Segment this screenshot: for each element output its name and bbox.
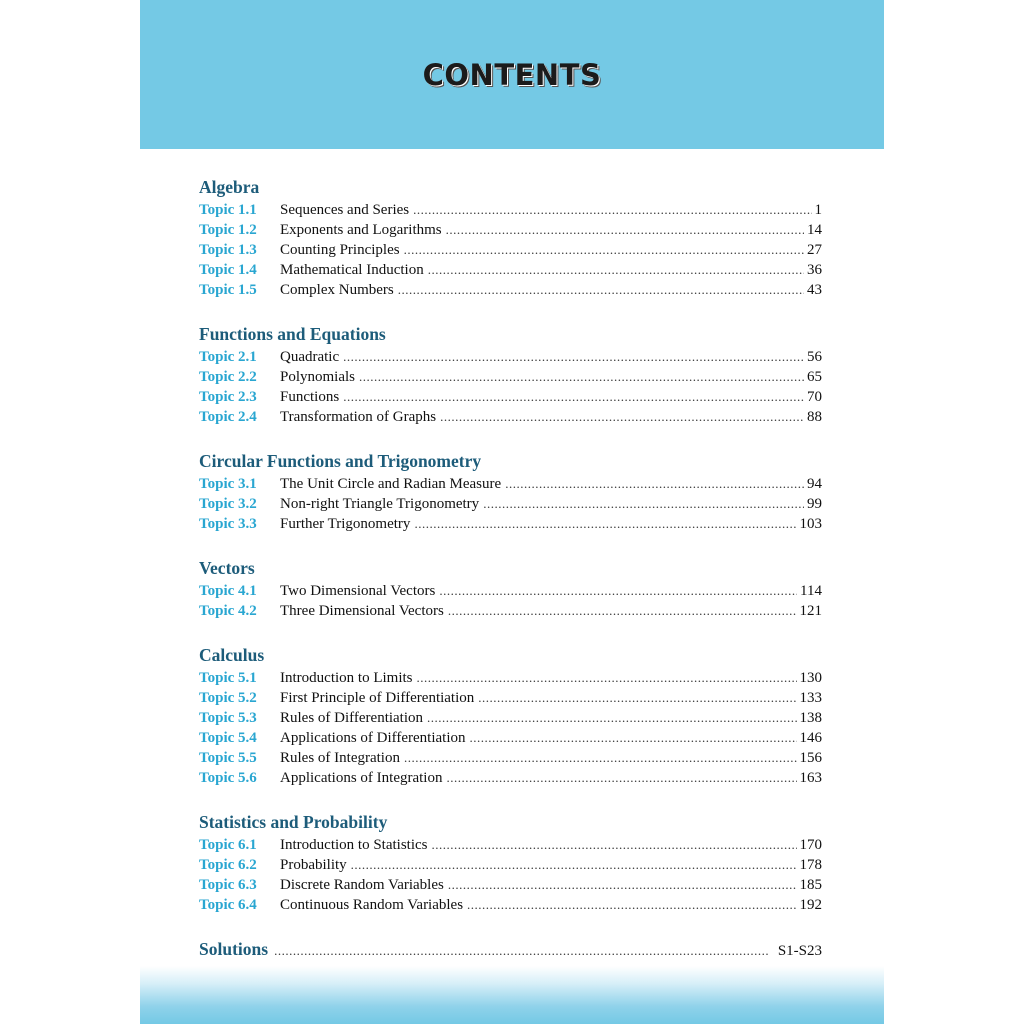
topic-number: Topic 5.6: [199, 770, 257, 786]
topic-title: Counting Principles: [280, 242, 400, 258]
page: [140, 0, 884, 1024]
toc-entry: [199, 668, 822, 688]
topic-number: Topic 6.1: [199, 837, 257, 853]
toc-entry: [199, 514, 822, 534]
topic-number: Topic 5.5: [199, 750, 257, 766]
toc-entry: [199, 200, 822, 220]
topic-title: Continuous Random Variables: [280, 897, 464, 913]
topic-title: Functions: [280, 389, 340, 405]
topic-number: Topic 6.4: [199, 897, 257, 913]
page-number: 133: [799, 690, 822, 706]
dot-leader: [440, 407, 804, 427]
page-number: 185: [799, 877, 822, 893]
dot-leader: [505, 474, 804, 494]
page-number: 114: [800, 583, 822, 599]
dot-leader: [448, 601, 797, 621]
topic-title: Two Dimensional Vectors: [280, 583, 436, 599]
topic-title: First Principle of Differentiation: [280, 690, 475, 706]
page-number: 88: [807, 409, 822, 425]
toc-entry: [199, 240, 822, 260]
topic-number: Topic 5.3: [199, 710, 257, 726]
page-number: 43: [807, 282, 822, 298]
topic-number: Topic 4.1: [199, 583, 257, 599]
section-title: Statistics and Probability: [199, 812, 388, 832]
section-title: Vectors: [199, 558, 255, 578]
topic-number: Topic 1.2: [199, 222, 257, 238]
topic-number: Topic 4.2: [199, 603, 257, 619]
page-number: 14: [807, 222, 822, 238]
dot-leader: [428, 260, 804, 280]
toc-entry: [199, 835, 822, 855]
toc-entry: [199, 220, 822, 240]
topic-number: Topic 6.2: [199, 857, 257, 873]
topic-title: Further Trigonometry: [280, 516, 411, 532]
topic-title: The Unit Circle and Radian Measure: [280, 476, 502, 492]
toc-section: [199, 556, 822, 621]
toc-entry: [199, 407, 822, 427]
topic-title: Complex Numbers: [280, 282, 394, 298]
dot-leader: [439, 581, 797, 601]
dot-leader: [427, 708, 796, 728]
dot-leader: [413, 200, 811, 220]
topic-title: Sequences and Series: [280, 202, 410, 218]
footer-band: [140, 966, 884, 1024]
dot-leader: [478, 688, 796, 708]
toc-entry: [199, 347, 822, 367]
topic-title: Applications of Differentiation: [280, 730, 466, 746]
page-number: 65: [807, 369, 822, 385]
dot-leader: [404, 748, 797, 768]
toc-section: [199, 810, 822, 915]
toc-entry: [199, 768, 822, 788]
section-title: Algebra: [199, 177, 260, 197]
topic-title: Introduction to Limits: [280, 670, 413, 686]
topic-number: Topic 5.2: [199, 690, 257, 706]
page-number: 56: [807, 349, 822, 365]
topic-number: Topic 2.2: [199, 369, 257, 385]
topic-number: Topic 1.3: [199, 242, 257, 258]
dot-leader: [343, 387, 804, 407]
toc-entry: [199, 748, 822, 768]
topic-title: Probability: [280, 857, 347, 873]
toc-entry: [199, 895, 822, 915]
topic-title: Rules of Differentiation: [280, 710, 424, 726]
dot-leader: [432, 835, 797, 855]
topic-title: Introduction to Statistics: [280, 837, 428, 853]
page-number: 138: [799, 710, 822, 726]
topic-title: Non-right Triangle Trigonometry: [280, 496, 480, 512]
page-title: CONTENTS: [422, 58, 602, 92]
page-number: 1: [814, 202, 822, 218]
dot-leader: [446, 768, 796, 788]
page-number: 121: [799, 603, 822, 619]
topic-number: Topic 1.4: [199, 262, 257, 278]
topic-number: Topic 6.3: [199, 877, 257, 893]
page-number: 178: [799, 857, 822, 873]
dot-leader: [404, 240, 804, 260]
page-number: 170: [799, 837, 822, 853]
toc-entry: [199, 387, 822, 407]
page-number: 163: [799, 770, 822, 786]
dot-leader: [359, 367, 804, 387]
dot-leader: [448, 875, 797, 895]
toc-entry: [199, 260, 822, 280]
topic-number: Topic 5.4: [199, 730, 257, 746]
dot-leader: [414, 514, 796, 534]
topic-title: Transformation of Graphs: [280, 409, 437, 425]
solutions-title: Solutions: [199, 939, 269, 959]
toc-entry: [199, 855, 822, 875]
dot-leader: [417, 668, 797, 688]
toc-section: [199, 449, 822, 534]
toc-entry: [199, 581, 822, 601]
toc-entry: [199, 688, 822, 708]
topic-number: Topic 2.4: [199, 409, 257, 425]
dot-leader: [483, 494, 804, 514]
topic-title: Three Dimensional Vectors: [280, 603, 444, 619]
toc-entry: [199, 601, 822, 621]
toc-section: [199, 175, 822, 300]
topic-number: Topic 5.1: [199, 670, 257, 686]
topic-number: Topic 2.1: [199, 349, 257, 365]
solutions-entry: [199, 937, 822, 961]
dot-leader: [467, 895, 796, 915]
topic-number: Topic 2.3: [199, 389, 257, 405]
topic-number: Topic 3.2: [199, 496, 257, 512]
section-title: Circular Functions and Trigonometry: [199, 451, 482, 471]
topic-title: Polynomials: [280, 369, 356, 385]
toc-entry: [199, 494, 822, 514]
dot-leader: [343, 347, 804, 367]
dot-leader: [446, 220, 804, 240]
toc-entry: [199, 875, 822, 895]
topic-title: Mathematical Induction: [280, 262, 424, 278]
toc-entry: [199, 280, 822, 300]
topic-title: Quadratic: [280, 349, 340, 365]
dot-leader: [398, 280, 804, 300]
dot-leader: [470, 728, 797, 748]
topic-number: Topic 1.5: [199, 282, 257, 298]
toc-entry: [199, 474, 822, 494]
section-title: Functions and Equations: [199, 324, 386, 344]
solutions-page: S1-S23: [777, 943, 822, 959]
topic-title: Exponents and Logarithms: [280, 222, 442, 238]
page-number: 27: [807, 242, 822, 258]
header-band: [140, 0, 884, 149]
toc-section: [199, 322, 822, 427]
section-title: Calculus: [199, 645, 265, 665]
table-of-contents: [199, 175, 822, 961]
topic-number: Topic 1.1: [199, 202, 257, 218]
page-number: 146: [799, 730, 822, 746]
topic-title: Rules of Integration: [280, 750, 400, 766]
topic-title: Applications of Integration: [280, 770, 443, 786]
page-number: 192: [799, 897, 822, 913]
page-number: 103: [799, 516, 822, 532]
toc-entry: [199, 728, 822, 748]
page-number: 130: [799, 670, 822, 686]
topic-number: Topic 3.3: [199, 516, 257, 532]
toc-entry: [199, 708, 822, 728]
page-number: 36: [807, 262, 822, 278]
page-number: 70: [807, 389, 822, 405]
page-number: 99: [807, 496, 822, 512]
topic-number: Topic 3.1: [199, 476, 257, 492]
dot-leader: [351, 855, 797, 875]
dot-leader: [274, 939, 770, 963]
topic-title: Discrete Random Variables: [280, 877, 444, 893]
toc-entry: [199, 367, 822, 387]
page-number: 156: [799, 750, 822, 766]
toc-section: [199, 643, 822, 788]
page-number: 94: [807, 476, 822, 492]
